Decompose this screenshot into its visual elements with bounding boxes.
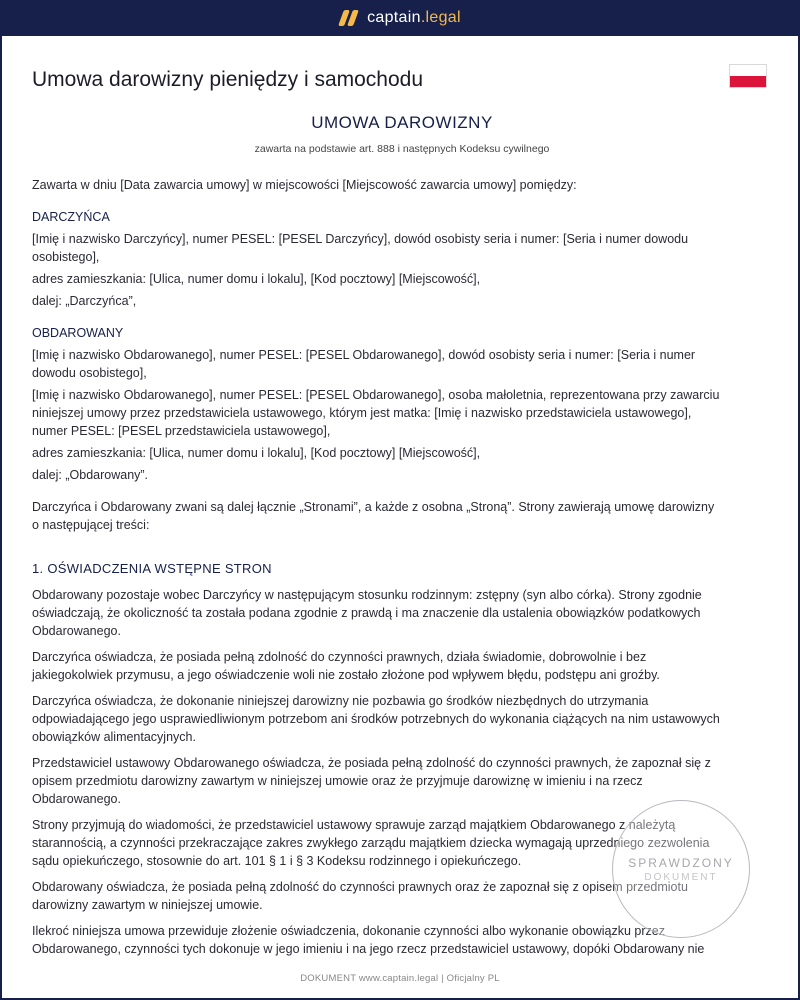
top-bar	[0, 0, 800, 36]
section-paragraph: Obdarowany oświadcza, że posiada pełną zdolność do czynności prawnych oraz że zapoznał się z opisem przedmiotu darowizny zawartym w niniejszej umowie.	[32, 880, 688, 912]
donor-details: [Imię i nazwisko Darczyńcy], numer PESEL: [PESEL Darczyńcy], dowód osobisty seria i numer: [Seria i numer dowodu osobistego],	[32, 232, 689, 264]
document-footer: DOKUMENT www.captain.legal | Oficjalny PL	[300, 973, 500, 984]
captain-logo-icon	[339, 10, 359, 26]
section-paragraph: Darczyńca oświadcza, że posiada pełną zdolność do czynności prawnych, działa świadomie, dobrowolnie i bez jakiegokolwiek przymusu, a jego oświadczenie woli nie zostało złożone pod wpływem błędu, podstępu ani groźby.	[32, 650, 660, 682]
section-paragraph: Ilekroć niniejsza umowa przewiduje złożenie oświadczenia, dokonanie czynności albo wykonanie obowiązku przez Obdarowanego, czynności tych dokonuje w jego imieniu i na jego rzecz przedstawiciel ustawowy, dopóki Obdarowany nie	[32, 924, 705, 956]
document-title: Umowa darowizny pieniędzy i samochodu	[32, 68, 424, 91]
section-title: 1. OŚWIADCZENIA WSTĘPNE STRON	[32, 561, 272, 576]
verified-stamp: SPRAWDZONY DOKUMENT	[612, 800, 750, 938]
brand-name: captain.legal	[367, 9, 461, 26]
section-paragraph: Obdarowany pozostaje wobec Darczyńcy w następującym stosunku rodzinnym: zstępny (syn albo córka). Strony zgodnie oświadczają, że okoliczność ta została podana zgodnie z prawdą i ma znaczenie dla ustalenia obowiązków podatkowych Obdarowanego.	[32, 588, 702, 638]
brand[interactable]	[339, 9, 461, 27]
polish-flag-icon[interactable]	[729, 64, 767, 88]
parties-paragraph: Darczyńca i Obdarowany zwani są dalej łącznie „Stronami”, a każde z osobna „Stroną”. Strony zawierają umowę darowizny o następującej treści:	[32, 500, 715, 532]
section-paragraph: Przedstawiciel ustawowy Obdarowanego oświadcza, że posiada pełną zdolność do czynności prawnych, że zapoznał się z opisem przedmiotu darowizny zawartym w niniejszej umowie oraz że przyjmuje darowiznę w imieniu i na rzecz Obdarowanego.	[32, 756, 711, 806]
section-paragraph: Strony przyjmują do wiadomości, że przedstawiciel ustawowy sprawuje zarząd majątkiem Obdarowanego z należytą starannością, a czynności przekraczające zakres zwykłego zarządu majątkiem dziecka wymagają uprzedniego zezwolenia sądu opiekuńczego, stosownie do art. 101 § 1 i § 3 Kodeksu rodzinnego i opiekuńczego.	[32, 818, 710, 868]
recipient-address: adres zamieszkania: [Ulica, numer domu i lokalu], [Kod pocztowy] [Miejscowość],	[32, 446, 481, 460]
contract-subheading: zawarta na podstawie art. 888 i następnych Kodeksu cywilnego	[254, 143, 550, 155]
recipient-details: [Imię i nazwisko Obdarowanego], numer PESEL: [PESEL Obdarowanego], dowód osobisty seria i numer: [Seria i numer dowodu osobistego],	[32, 348, 696, 380]
recipient-alias: dalej: „Obdarowany”.	[32, 468, 149, 482]
contract-heading: UMOWA DAROWIZNY	[311, 113, 493, 132]
intro-paragraph: Zawarta w dniu [Data zawarcia umowy] w miejscowości [Miejscowość zawarcia umowy] pomiędzy:	[32, 178, 577, 192]
recipient-minor-details: [Imię i nazwisko Obdarowanego], numer PESEL: [PESEL Obdarowanego], osoba małoletnia, reprezentowana przy zawarciu niniejszej umowy przez przedstawiciela ustawowego, którym jest matka: [Imię i nazwisko przedstawiciela ustawowego], numer PESEL: [PESEL przedstawiciela ustawowego],	[32, 388, 720, 438]
donor-alias: dalej: „Darczyńca”,	[32, 294, 137, 308]
recipient-label: OBDAROWANY	[32, 326, 124, 340]
document-page	[2, 36, 798, 998]
donor-label: DARCZYŃCA	[32, 210, 110, 224]
section-paragraph: Darczyńca oświadcza, że dokonanie niniejszej darowizny nie pozbawia go środków niezbędnych do utrzymania odpowiadającego jego usprawiedliwionym potrzebom ani środków potrzebnych do wykonania ciążących na nim ustawowych obowiązków alimentacyjnych.	[32, 694, 720, 744]
donor-address: adres zamieszkania: [Ulica, numer domu i lokalu], [Kod pocztowy] [Miejscowość],	[32, 272, 481, 286]
